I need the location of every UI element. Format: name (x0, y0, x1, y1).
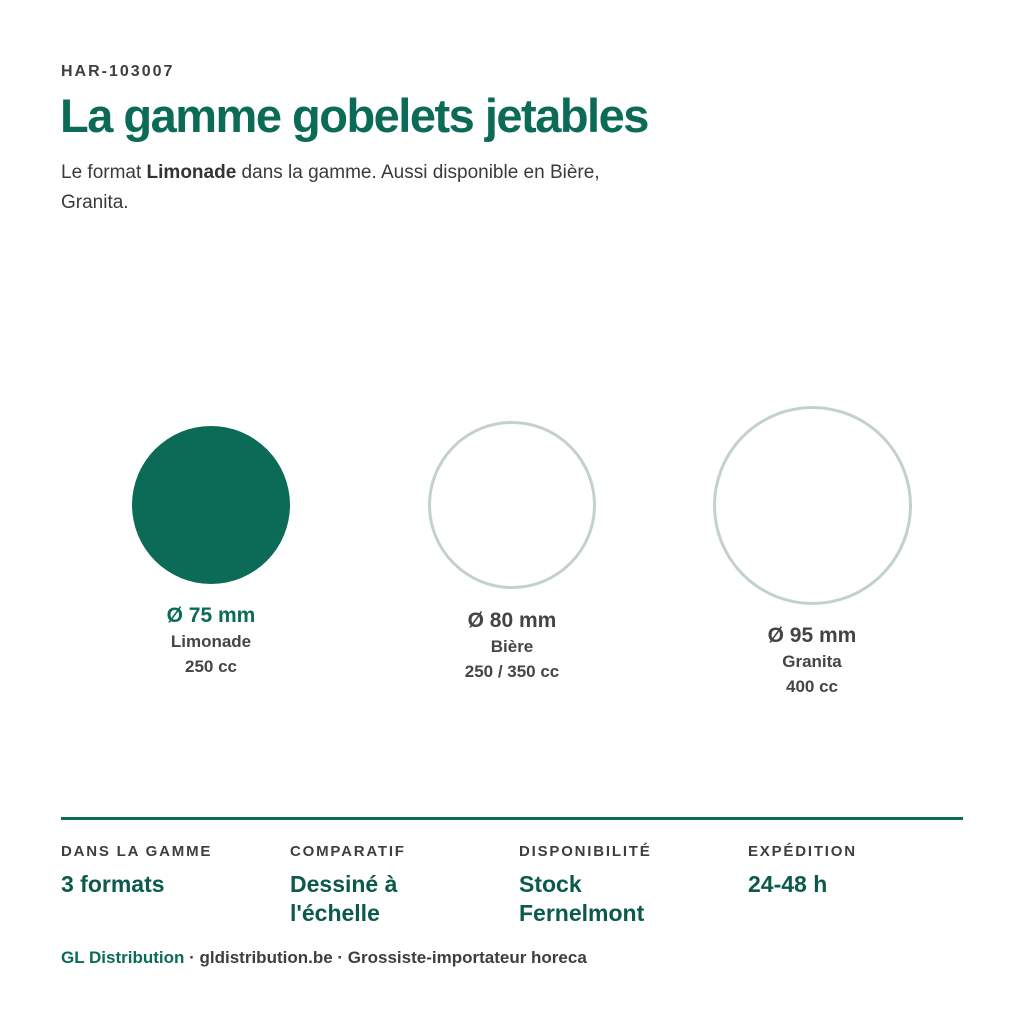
footer (61, 948, 587, 968)
stat-label: COMPARATIF (290, 843, 406, 860)
cup-label-limonade (111, 603, 311, 679)
cup-circle-biere (428, 421, 596, 589)
cup-label-biere (412, 608, 612, 684)
cup-name: Granita (782, 652, 842, 671)
cup-diameter: Ø 95 mm (767, 624, 857, 647)
stat-value: 24-48 h (748, 871, 828, 897)
cup-name: Limonade (170, 632, 252, 651)
subtitle-suffix: dans la gamme. Aussi disponible en Bière, Granita. (61, 162, 600, 213)
cup-circle-limonade (132, 426, 290, 584)
stat-label: DANS LA GAMME (61, 843, 213, 860)
cup-volume: 250 / 350 cc (464, 662, 560, 681)
divider (61, 817, 963, 820)
cup-label-granita (712, 623, 912, 699)
stat-comparison (290, 842, 510, 928)
stat-value: Dessiné à l'échelle (290, 871, 398, 926)
stat-value: 3 formats (61, 871, 165, 897)
subtitle-highlight: Limonade (146, 162, 237, 183)
cup-diameter: Ø 80 mm (467, 609, 557, 632)
footer-text: · gldistribution.be · Grossiste-importateur horeca (184, 948, 587, 967)
footer-brand: GL Distribution (61, 948, 185, 967)
cup-diameter: Ø 75 mm (166, 604, 256, 627)
page-title: La gamme gobelets jetables (60, 89, 648, 142)
stat-range (61, 842, 281, 899)
cup-name: Bière (490, 637, 534, 656)
stat-value: Stock Fernelmont (519, 871, 645, 926)
stat-shipping (748, 842, 968, 899)
stat-label: EXPÉDITION (748, 843, 857, 860)
subtitle-prefix: Le format (61, 162, 147, 183)
cup-volume: 400 cc (786, 677, 838, 696)
stat-availability (519, 842, 739, 928)
cup-volume: 250 cc (185, 657, 237, 676)
stat-label: DISPONIBILITÉ (519, 843, 652, 860)
page-subtitle (61, 158, 621, 218)
product-reference: HAR-103007 (61, 63, 175, 80)
cup-circle-granita (713, 406, 912, 605)
